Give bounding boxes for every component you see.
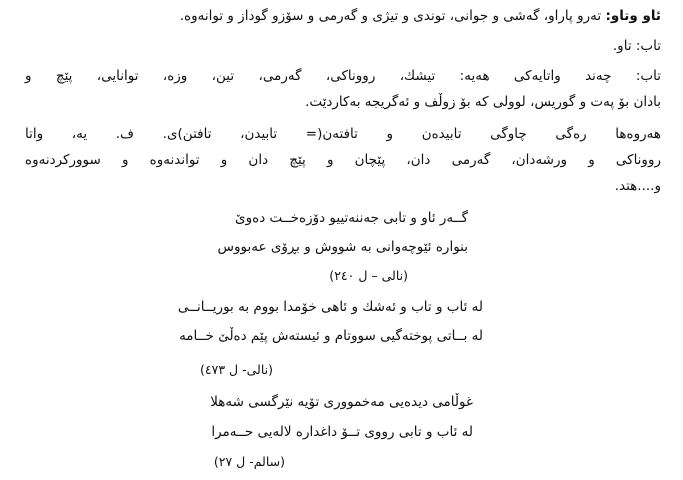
quote-1-citation: (نالی – ل ٢٤٠) (329, 268, 408, 283)
origin-line-3: و....هتد. (614, 178, 661, 194)
entry-definition: تەرو پاراو، گەشی و جوانی، توندی و تیژی و گەرمی و سۆزو گوداز و توانەوە. (179, 8, 606, 24)
origin-line-1: هەروەها رەگی چاوگی تابیدەن و تافتەن(= تابیدن، تافتن)ی. ف. یە، واتا (25, 126, 661, 142)
tab-definition-line-1: تاب: چەند واتایەکی هەیە: تیشك، رووناکی، گەرمی، تین، وزە، توانایی، پێچ و (25, 68, 661, 84)
quote-2-citation: (نالی- ل ٤٧٣) (200, 362, 273, 377)
quote-3-verse-2: لە ئاب و تابی رووی تــۆ داغدارە لالەیی حــەمرا (211, 424, 473, 440)
quote-3-citation: (سالم- ل ٢٧) (213, 454, 285, 469)
origin-line-2: رووناکی و ورشەدان، گەرمی دان، پێچان و پێچ دان و تواندنەوە و سوورکردنەوە (25, 152, 661, 168)
quote-2-verse-1: لە ئاب و تاب و ئەشك و ئاهی خۆمدا بووم بە بوریــانــی (177, 299, 483, 315)
quote-1-verse-1: گــەر ئاو و تابی جەننەتییو دۆزەخــت دەوێ (235, 210, 468, 226)
quote-3-verse-1: غوڵامی دیدەیی مەخمووری تۆیە نێرگسی شەهلا (210, 394, 473, 410)
entry-headword: ئاو وتاو: (605, 8, 661, 24)
tab-naw-line: تاب: تاو. (612, 38, 661, 54)
tab-definition-line-2: بادان بۆ پەت و گوریس، لوولی کە بۆ زوڵف و ئەگریجە بەکاردێت. (305, 94, 661, 110)
quote-2-verse-2: لە بــاتی پوختەگیی سووتام و ئیستەش پێم دەڵێ خــامە (179, 328, 483, 344)
quote-1-verse-2: بنوارە ئێوچەوانی بە شووش و بڕۆی عەبووس (217, 239, 468, 255)
entry-line (180, 6, 661, 26)
